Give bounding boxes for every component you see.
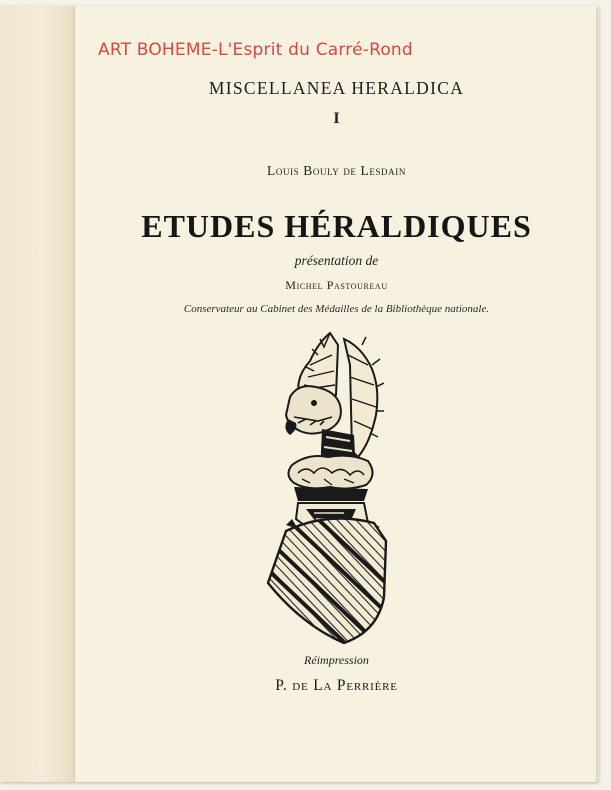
book-spine-fold (0, 6, 75, 782)
presentation-label: présentation de (294, 253, 379, 268)
reimpression-label: Réimpression (304, 653, 369, 667)
book-title: ETUDES HÉRALDIQUES (141, 208, 532, 244)
series-title: MISCELLANEA HERALDICA (208, 78, 465, 98)
series-volume: I (333, 110, 340, 127)
presenter-name: Michel Pastoureau (285, 278, 388, 292)
watermark-text: ART BOHEME-L'Esprit du Carré-Rond (98, 40, 413, 60)
publisher-name: P. de La Perrière (275, 677, 398, 694)
presenter-affiliation: Conservateur au Cabinet des Médailles de la Bibliothèque nationale. (183, 303, 490, 315)
heraldic-crest-icon (258, 325, 388, 652)
author-name: Louis Bouly de Lesdain (267, 163, 406, 178)
